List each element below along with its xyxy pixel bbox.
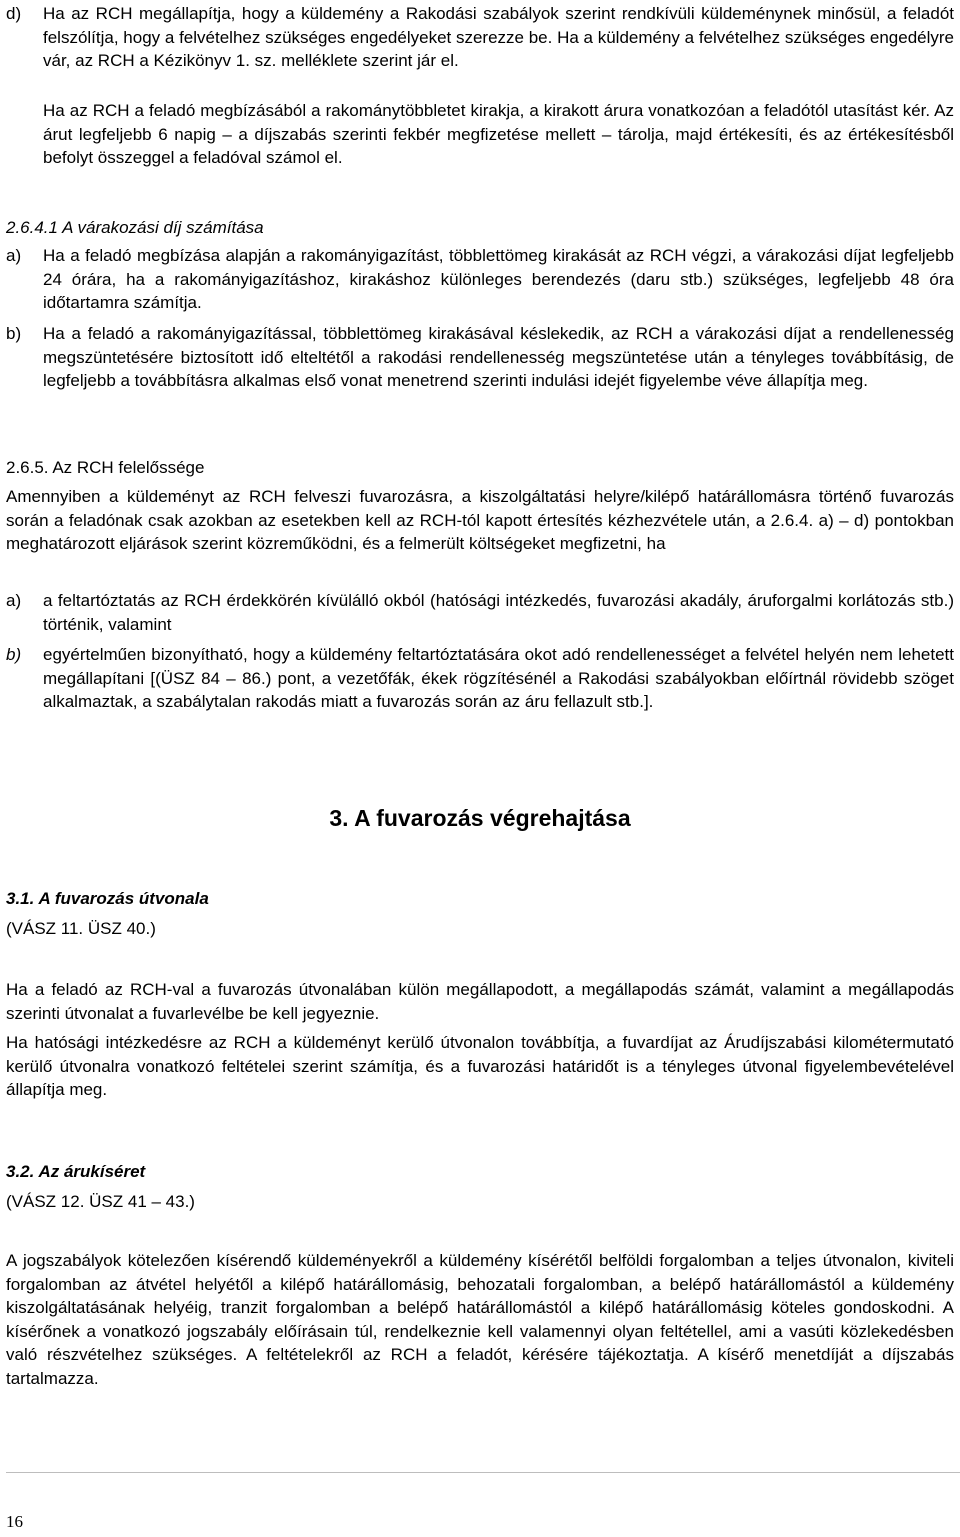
section-heading-3-1: 3.1. A fuvarozás útvonala: [6, 889, 209, 908]
paragraph-felelosseg: Amennyiben a küldeményt az RCH felveszi fuvarozásra, a kiszolgáltatási helyre/kilépő határállomásra történő fuvarozás során a feladónak csak azokban az esetekben kell az RCH-tól kapott értesítés kézhezvétele után, a 2.6.4. a) – d) pontokban meghatározott eljárások szerint közreműködni, és a felmerült költségeket megfizetni, ha: [6, 487, 954, 553]
item-label: a): [6, 591, 22, 610]
list-item-a: [6, 589, 954, 636]
item-text: Ha a feladó megbízása alapján a rakományigazítást, többlettömeg kirakását az RCH végzi, a várakozási díjat legfeljebb 24 órára, ha a rakományigazításhoz, kirakáshoz különleges berendezés (daru stb.) szükséges, legfeljebb 48 óra időtartamra számítja.: [43, 246, 954, 312]
paragraph-utvonal-2: Ha hatósági intézkedésre az RCH a küldeményt kerülő útvonalon továbbítja, a fuvardíjat az Árudíjszabási kilométermutató kerülő útvonalra vonatkozó feltételei szerint számítja, és a fuvarozási határidőt is a tényleges útvonal figyelembevételével állapítja meg.: [6, 1033, 954, 1099]
section-heading-2-6-5: 2.6.5. Az RCH felelőssége: [6, 458, 205, 477]
chapter-title: 3. A fuvarozás végrehajtása: [329, 805, 631, 831]
item-text: a feltartóztatás az RCH érdekkörén kívülálló okból (hatósági intézkedés, fuvarozási akadály, áruforgalmi korlátozás stb.) történik, valamint: [43, 591, 954, 634]
list-item-d: [6, 2, 954, 73]
item-label: d): [6, 4, 22, 23]
item-label: b): [6, 645, 22, 664]
section-heading-2-6-4-1: 2.6.4.1 A várakozási díj számítása: [6, 218, 264, 237]
footer-divider: [6, 1472, 960, 1473]
paragraph-arukiseret: A jogszabályok kötelezően kísérendő küldeményekről a küldemény kísérétől belföldi forgalomban a teljes útvonalon, kiviteli forgalomban az átvétel helyétől a kilépő határállomásig, behozatali forgalomban, a belépő határállomástól a küldemény kiszolgáltatásának helyéig, tranzit forgalomban a belépő határállomástól a kilépő határállomásig köteles gondoskodni. A kísérőnek a vonatkozó jogszabály előírásain túl, rendelkeznie kell valamennyi olyan feltétellel, ami a vasúti közlekedésben való részvételhez szükséges. A feltételekről az RCH a feladót, kérésére tájékoztatja. A kísérő menetdíját a díjszabás tartalmazza.: [6, 1251, 954, 1388]
section-heading-3-2: 3.2. Az árukíséret: [6, 1162, 146, 1181]
item-label: b): [6, 324, 22, 343]
page-number: 16: [6, 1512, 23, 1531]
list-item-b: [6, 322, 954, 393]
section-reference: (VÁSZ 11. ÜSZ 40.): [6, 919, 156, 938]
list-item-a: [6, 244, 954, 315]
item-text: egyértelműen bizonyítható, hogy a küldemény feltartóztatására okot adó rendellenességet a felvétel helyén nem lehetett megállapítani [(ÜSZ 84 – 86.) pont, a vezetőfák, ékek rögzítésénél a Rakodási szabályokban előírtnál rövidebb szöget alkalmaztak, a szabálytalan rakodás miatt a fuvarozás során az áru fellazult stb.].: [43, 645, 954, 711]
item-text: Ha a feladó a rakományigazítással, többlettömeg kirakásával késlekedik, az RCH a várakozási díjat a rendellenesség megszüntetésére biztosított idő elteltétől a rakodási rendellenesség megszüntetése után a tényleges továbbításig, de legfeljebb a továbbításra alkalmas első vonat menetrend szerinti indulási idejét figyelembe véve állapítja meg.: [43, 324, 954, 390]
section-reference: (VÁSZ 12. ÜSZ 41 – 43.): [6, 1192, 195, 1211]
paragraph-utvonal-1: Ha a feladó az RCH-val a fuvarozás útvonalában külön megállapodott, a megállapodás számát, valamint a megállapodás szerinti útvonalat a fuvarlevélbe be kell jegyeznie.: [6, 980, 954, 1023]
item-label: a): [6, 246, 22, 265]
item-text: Ha az RCH megállapítja, hogy a küldemény a Rakodási szabályok szerint rendkívüli küldeménynek minősül, a feladót felszólítja, hogy a felvételhez szükséges engedélyeket szerezze be. Ha a küldemény a felvételhez szükséges engedélyre vár, az RCH a Kézikönyv 1. sz. melléklete szerint jár el.: [43, 4, 954, 70]
list-item-b: [6, 643, 954, 714]
paragraph-rakomanytobblet: Ha az RCH a feladó megbízásából a rakománytöbbletet kirakja, a kirakott árura vonatkozóan a feladótól utasítást kér. Az árut legfeljebb 6 napig – a díjszabás szerinti fekbér megfizetése mellett – tárolja, majd értékesíti, és az értékesítésből befolyt összeggel a feladóval számol el.: [43, 101, 954, 167]
